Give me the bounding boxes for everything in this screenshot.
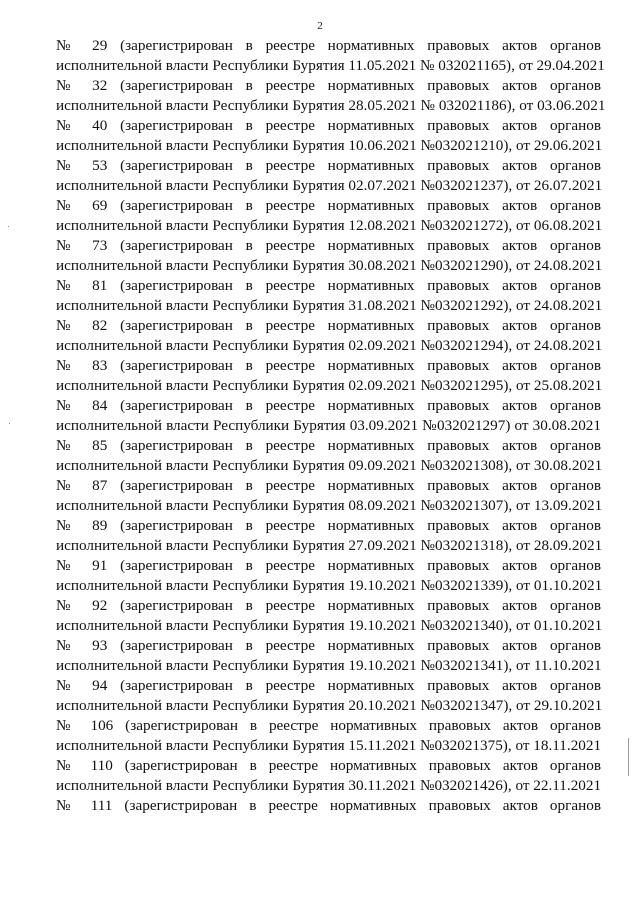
entry-first-line: № 89 (зарегистрирован в реестре нормативных правовых актов органов (56, 517, 601, 534)
entry-first-line: № 85 (зарегистрирован в реестре нормативных правовых актов органов (56, 437, 601, 454)
entry-second-line: исполнительной власти Республики Бурятия 12.08.2021 №032021272), от 06.08.2021 (56, 217, 603, 234)
entry-second-line: исполнительной власти Республики Бурятия 02.09.2021 №032021294), от 24.08.2021 (56, 337, 603, 354)
entry-84 (56, 396, 601, 436)
entry-82 (56, 316, 601, 356)
entry-first-line: № 84 (зарегистрирован в реестре нормативных правовых актов органов (56, 397, 601, 414)
entry-73 (56, 236, 601, 276)
entry-second-line: исполнительной власти Республики Бурятия 10.06.2021 №032021210), от 29.06.2021 (56, 137, 603, 154)
entry-second-line: исполнительной власти Республики Бурятия 30.11.2021 №032021426), от 22.11.2021 (56, 777, 602, 794)
entry-first-line: № 111 (зарегистрирован в реестре нормативных правовых актов органов (56, 797, 601, 814)
entry-first-line: № 87 (зарегистрирован в реестре нормативных правовых актов органов (56, 477, 601, 494)
entry-89 (56, 516, 601, 556)
entry-first-line: № 94 (зарегистрирован в реестре нормативных правовых актов органов (56, 677, 601, 694)
entry-second-line: исполнительной власти Республики Бурятия 09.09.2021 №032021308), от 30.08.2021 (56, 457, 603, 474)
entry-53 (56, 156, 601, 196)
entry-29 (56, 36, 605, 76)
entry-second-line: исполнительной власти Республики Бурятия 15.11.2021 №032021375), от 18.11.2021 (56, 737, 602, 754)
entry-second-line: исполнительной власти Республики Бурятия 19.10.2021 №032021341), от 11.10.2021 (56, 657, 602, 674)
entry-92 (56, 596, 601, 636)
entry-first-line: № 92 (зарегистрирован в реестре нормативных правовых актов органов (56, 597, 601, 614)
entry-first-line: № 40 (зарегистрирован в реестре нормативных правовых актов органов (56, 117, 601, 134)
entry-first-line: № 53 (зарегистрирован в реестре нормативных правовых актов органов (56, 157, 601, 174)
entry-second-line: исполнительной власти Республики Бурятия 20.10.2021 №032021347), от 29.10.2021 (56, 697, 603, 714)
entry-32 (56, 76, 606, 116)
entry-first-line: № 82 (зарегистрирован в реестре нормативных правовых актов органов (56, 317, 601, 334)
entry-first-line: № 81 (зарегистрирован в реестре нормативных правовых актов органов (56, 277, 601, 294)
entry-81 (56, 276, 601, 316)
entry-83 (56, 356, 601, 396)
entry-second-line: исполнительной власти Республики Бурятия 19.10.2021 №032021339), от 01.10.2021 (56, 577, 603, 594)
entry-second-line: исполнительной власти Республики Бурятия 28.05.2021 № 032021186), от 03.06.2021 (56, 97, 606, 114)
page-number: 2 (317, 20, 323, 32)
entry-second-line: исполнительной власти Республики Бурятия 11.05.2021 № 032021165), от 29.04.2021 (56, 57, 605, 74)
entry-second-line: исполнительной власти Республики Бурятия 03.09.2021 №032021297) от 30.08.2021 (56, 417, 601, 434)
entry-91 (56, 556, 601, 596)
entry-94 (56, 676, 601, 716)
entry-110 (56, 756, 601, 796)
entry-first-line: № 93 (зарегистрирован в реестре нормативных правовых актов органов (56, 637, 601, 654)
entry-second-line: исполнительной власти Республики Бурятия 27.09.2021 №032021318), от 28.09.2021 (56, 537, 603, 554)
entry-111 (56, 796, 601, 816)
entry-first-line: № 29 (зарегистрирован в реестре нормативных правовых актов органов (56, 37, 601, 54)
entry-first-line: № 73 (зарегистрирован в реестре нормативных правовых актов органов (56, 237, 601, 254)
entry-second-line: исполнительной власти Республики Бурятия 08.09.2021 №032021307), от 13.09.2021 (56, 497, 603, 514)
entry-first-line: № 83 (зарегистрирован в реестре нормативных правовых актов органов (56, 357, 601, 374)
entry-first-line: № 32 (зарегистрирован в реестре нормативных правовых актов органов (56, 77, 601, 94)
entry-second-line: исполнительной власти Республики Бурятия 19.10.2021 №032021340), от 01.10.2021 (56, 617, 603, 634)
entry-93 (56, 636, 601, 676)
entry-85 (56, 436, 601, 476)
entry-69 (56, 196, 601, 236)
entry-106 (56, 716, 601, 756)
entry-87 (56, 476, 601, 516)
entry-second-line: исполнительной власти Республики Бурятия 31.08.2021 №032021292), от 24.08.2021 (56, 297, 603, 314)
entry-second-line: исполнительной власти Республики Бурятия 02.07.2021 №032021237), от 26.07.2021 (56, 177, 603, 194)
entry-second-line: исполнительной власти Республики Бурятия 02.09.2021 №032021295), от 25.08.2021 (56, 377, 603, 394)
scan-artifact-dot (8, 226, 9, 227)
entry-first-line: № 69 (зарегистрирован в реестре нормативных правовых актов органов (56, 197, 601, 214)
entry-first-line: № 91 (зарегистрирован в реестре нормативных правовых актов органов (56, 557, 601, 574)
scan-artifact-dot (9, 423, 10, 424)
scan-artifact-line (628, 738, 629, 776)
entry-40 (56, 116, 601, 156)
document-body (56, 36, 606, 816)
entry-second-line: исполнительной власти Республики Бурятия 30.08.2021 №032021290), от 24.08.2021 (56, 257, 603, 274)
entry-first-line: № 110 (зарегистрирован в реестре нормативных правовых актов органов (56, 757, 601, 774)
entry-first-line: № 106 (зарегистрирован в реестре нормативных правовых актов органов (56, 717, 601, 734)
